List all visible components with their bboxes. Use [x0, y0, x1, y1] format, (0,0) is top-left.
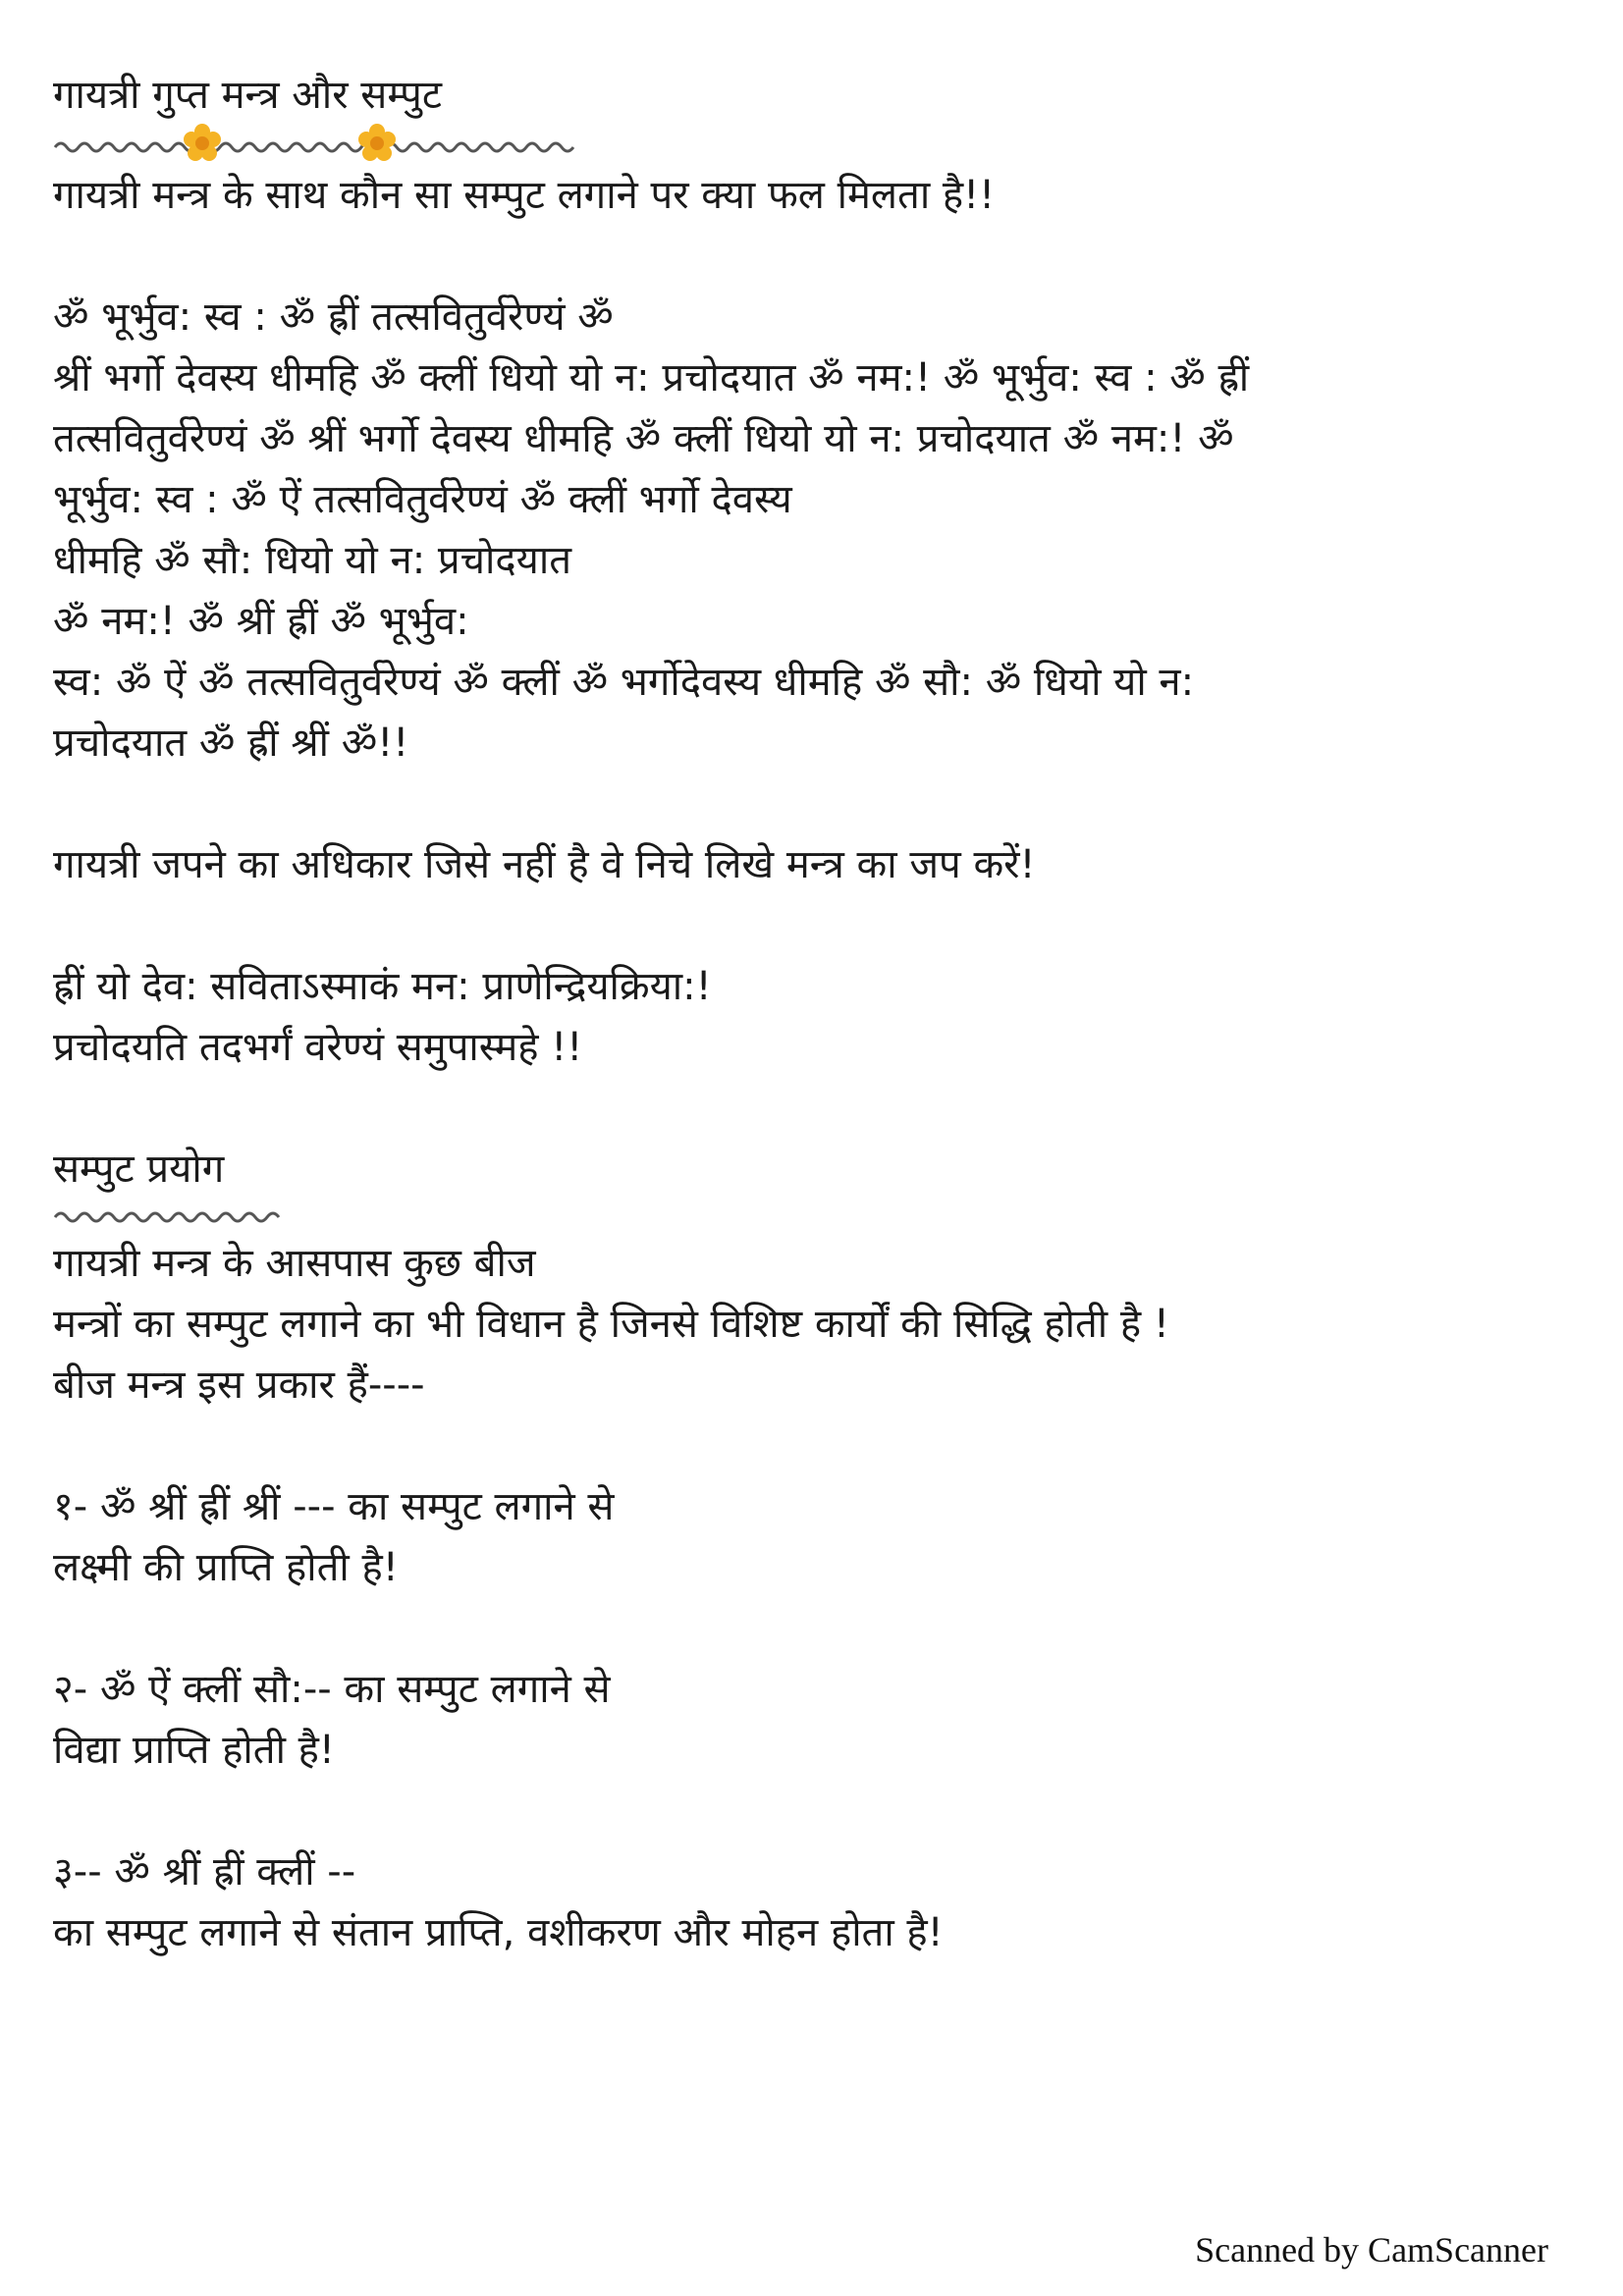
document-page [53, 65, 1585, 1963]
mantra-line: ॐ नम:! ॐ श्रीं ह्रीं ॐ भूर्भुव: [53, 599, 469, 644]
list-item [53, 1842, 1585, 1963]
document-title: गायत्री गुप्त मन्त्र और सम्पुट [53, 73, 442, 118]
alt-mantra-line: ह्रीं यो देव: सविताऽस्माकं मन: प्राणेन्द्रियक्रिया:! [53, 964, 712, 1009]
mantra-line: प्रचोदयात ॐ ह्रीं श्रीं ॐ!! [53, 721, 409, 766]
list-item-line: २- ॐ ऐं क्लीं सौ:-- का सम्पुट लगाने से [53, 1667, 611, 1712]
alt-mantra-line: प्रचोदयति तदभर्गं वरेण्यं समुपास्महे !! [53, 1025, 583, 1070]
wavy-divider-with-blossoms [53, 122, 583, 165]
alt-mantra-block [53, 956, 1585, 1078]
list-item-line: लक्ष्मी की प्राप्ति होती है! [53, 1545, 399, 1590]
section-intro-line: बीज मन्त्र इस प्रकार हैं---- [53, 1362, 425, 1408]
mantra-line: श्रीं भर्गो देवस्य धीमहि ॐ क्लीं धियो यो न: प्रचोदयात ॐ नम:! ॐ भूर्भुव: स्व : ॐ ह्रीं [53, 355, 1250, 400]
wavy-divider [53, 1201, 289, 1231]
mantra-block [53, 287, 1585, 774]
mantra-line: ॐ भूर्भुव: स्व : ॐ ह्रीं तत्सवितुर्वरेण्यं ॐ [53, 294, 614, 340]
section-intro-line: गायत्री मन्त्र के आसपास कुछ बीज [53, 1241, 536, 1286]
blossom-icon [184, 124, 221, 161]
mantra-line: स्व: ॐ ऐं ॐ तत्सवितुर्वरेण्यं ॐ क्लीं ॐ भर्गोदेवस्य धीमहि ॐ सौ: ॐ धियो यो न: [53, 660, 1195, 705]
blossom-icon [358, 124, 396, 161]
section-intro [53, 1233, 1585, 1415]
section-intro-line: मन्त्रों का सम्पुट लगाने का भी विधान है जिनसे विशिष्ट कार्यों की सिद्धि होती है ! [53, 1302, 1169, 1347]
list-item-line: विद्या प्राप्ति होती है! [53, 1728, 335, 1773]
nonright-intro: गायत्री जपने का अधिकार जिसे नहीं है वे निचे लिखे मन्त्र का जप करें! [53, 842, 1036, 887]
section-heading: सम्पुट प्रयोग [53, 1147, 225, 1192]
list-item-line: १- ॐ श्रीं ह्रीं श्रीं --- का सम्पुट लगाने से [53, 1484, 615, 1529]
scanner-footer: Scanned by CamScanner [1195, 2230, 1548, 2269]
list-item-line: का सम्पुट लगाने से संतान प्राप्ति, वशीकरण और मोहन होता है! [53, 1910, 944, 1955]
mantra-line: तत्सवितुर्वरेण्यं ॐ श्रीं भर्गो देवस्य धीमहि ॐ क्लीं धियो यो न: प्रचोदयात ॐ नम:! ॐ [53, 416, 1234, 461]
list-item [53, 1476, 1585, 1598]
list-item [53, 1659, 1585, 1781]
mantra-line: धीमहि ॐ सौ: धियो यो न: प्रचोदयात [53, 538, 572, 583]
subtitle: गायत्री मन्त्र के साथ कौन सा सम्पुट लगाने पर क्या फल मिलता है!! [53, 173, 996, 218]
mantra-line: भूर्भुव: स्व : ॐ ऐं तत्सवितुर्वरेण्यं ॐ क्लीं भर्गो देवस्य [53, 477, 792, 522]
list-item-line: ३-- ॐ श्रीं ह्रीं क्लीं -- [53, 1849, 356, 1895]
